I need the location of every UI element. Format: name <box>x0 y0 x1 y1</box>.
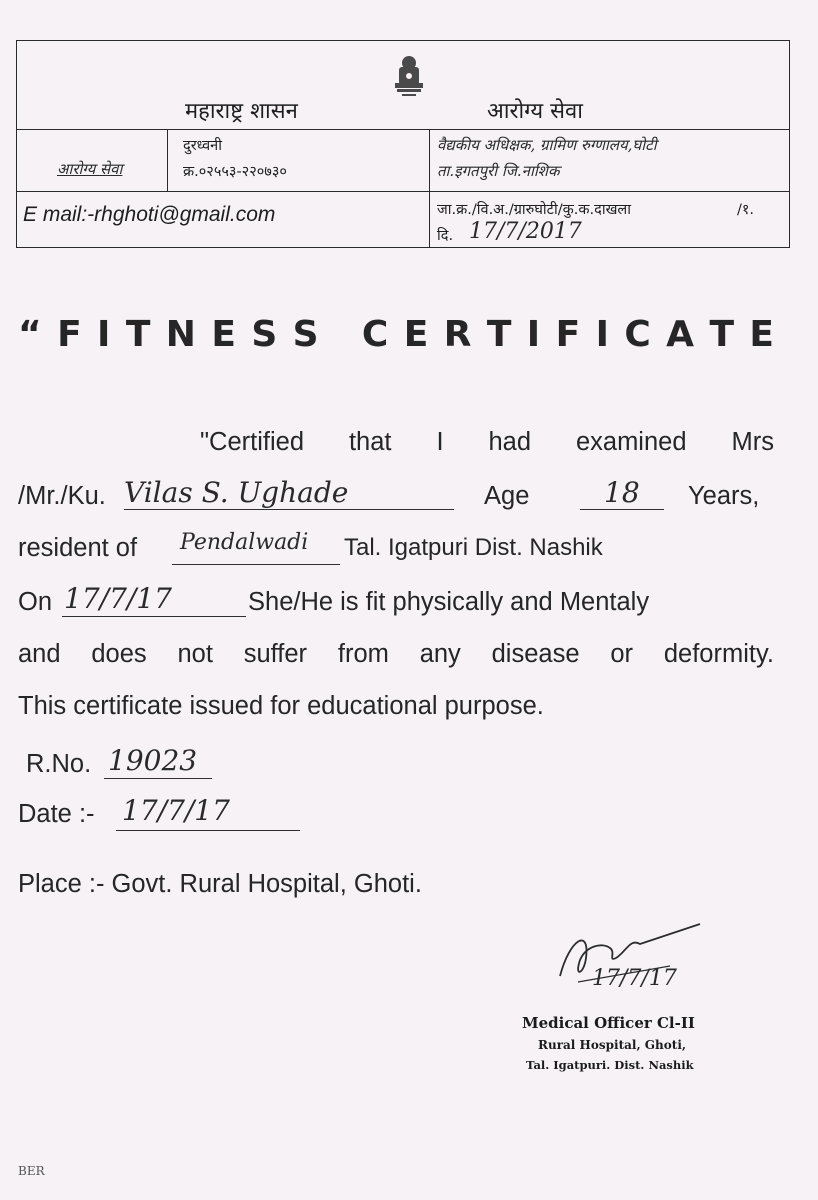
body-word: disease <box>491 640 580 668</box>
fitness-statement: She/He is fit physically and Mentaly <box>248 588 650 616</box>
title-letter: N <box>165 314 196 355</box>
ref-date-handwritten: 17/7/2017 <box>469 219 582 244</box>
body-word: Mrs <box>731 428 774 456</box>
issue-date: 17/7/17 <box>122 794 230 827</box>
body-word: "Certified <box>200 428 305 456</box>
body-word: and <box>18 640 61 668</box>
body-word: or <box>610 640 634 668</box>
date-label: Date :- <box>18 800 95 828</box>
ref-date-label: दि. <box>437 228 454 244</box>
body-word: from <box>337 640 389 668</box>
title-letter: R <box>443 314 472 355</box>
stamp-designation: Medical Officer Cl-II <box>522 1014 695 1032</box>
years-label: Years, <box>688 482 760 510</box>
dept-title: आरोग्य सेवा <box>487 99 583 124</box>
certificate-title <box>18 314 774 355</box>
reference-number: जा.क्र./वि.अ./ग्रारुघोटी/कु.क.दाखला <box>437 202 632 218</box>
title-prefix: /Mr./Ku. <box>18 482 106 510</box>
title-letter: S <box>251 314 278 355</box>
title-letter: T <box>486 314 512 355</box>
title-letter: E <box>211 314 236 355</box>
govt-title: महाराष्ट्र शासन <box>185 99 298 124</box>
body-line-5 <box>18 640 774 669</box>
registration-number: 19023 <box>108 744 198 777</box>
phone-number: क्र.०२५५३-२२०७३० <box>183 164 287 180</box>
title-letter: I <box>526 314 541 355</box>
patient-name: Vilas S. Ughade <box>124 476 349 509</box>
email-address: E mail:-rhghoti@gmail.com <box>23 203 276 226</box>
title-letter: I <box>97 314 111 355</box>
state-emblem-icon <box>387 53 431 103</box>
age-label: Age <box>484 482 530 510</box>
title-letter: E <box>403 314 429 355</box>
signature-date: 17/7/17 <box>592 966 677 991</box>
title-letter: T <box>709 314 734 355</box>
place-line: Place :- Govt. Rural Hospital, Ghoti. <box>18 870 422 898</box>
body-word: examined <box>575 428 687 456</box>
title-letter: E <box>749 314 774 355</box>
office-line-2: ता.इगतपुरी जि.नाशिक <box>437 162 560 180</box>
rno-label: R.No. <box>26 750 92 778</box>
body-word: any <box>419 640 461 668</box>
title-letter: F <box>555 314 581 355</box>
body-word: suffer <box>243 640 308 668</box>
on-label: On <box>18 588 53 616</box>
title-letter: T <box>125 314 151 355</box>
body-word: had <box>488 428 532 456</box>
letterhead-box <box>16 40 790 248</box>
reference-serial: /१. <box>737 202 755 218</box>
title-letter: “ <box>18 314 42 355</box>
stamp-hospital: Rural Hospital, Ghoti, <box>538 1038 687 1052</box>
body-word: deformity. <box>663 640 774 668</box>
resident-label: resident of <box>18 534 138 562</box>
left-dept-label: आरोग्य सेवा <box>57 160 123 178</box>
phone-label: दुरध्वनी <box>183 138 222 154</box>
taluka-district: Tal. Igatpuri Dist. Nashik <box>344 534 603 561</box>
body-word: I <box>436 428 444 456</box>
title-letter: A <box>666 314 695 355</box>
title-letter: F <box>57 314 82 355</box>
exam-date: 17/7/17 <box>64 582 172 615</box>
title-letter: C <box>624 314 651 355</box>
office-line-1: वैद्यकीय अधिक्षक, ग्रामिण रुग्णालय,घोटी <box>437 136 657 154</box>
purpose-line: This certificate issued for educational purpose. <box>18 692 544 720</box>
body-word: that <box>348 428 392 456</box>
footer-mark: BER <box>18 1164 45 1178</box>
title-letter: S <box>292 314 319 355</box>
village-name: Pendalwadi <box>180 530 309 555</box>
stamp-location: Tal. Igatpuri. Dist. Nashik <box>526 1058 694 1072</box>
patient-age: 18 <box>604 476 640 509</box>
title-letter: I <box>595 314 609 355</box>
title-letter: C <box>361 314 389 355</box>
body-word: does <box>91 640 147 668</box>
body-word: not <box>177 640 213 668</box>
title-letter <box>334 314 347 355</box>
body-line-1 <box>200 428 774 457</box>
